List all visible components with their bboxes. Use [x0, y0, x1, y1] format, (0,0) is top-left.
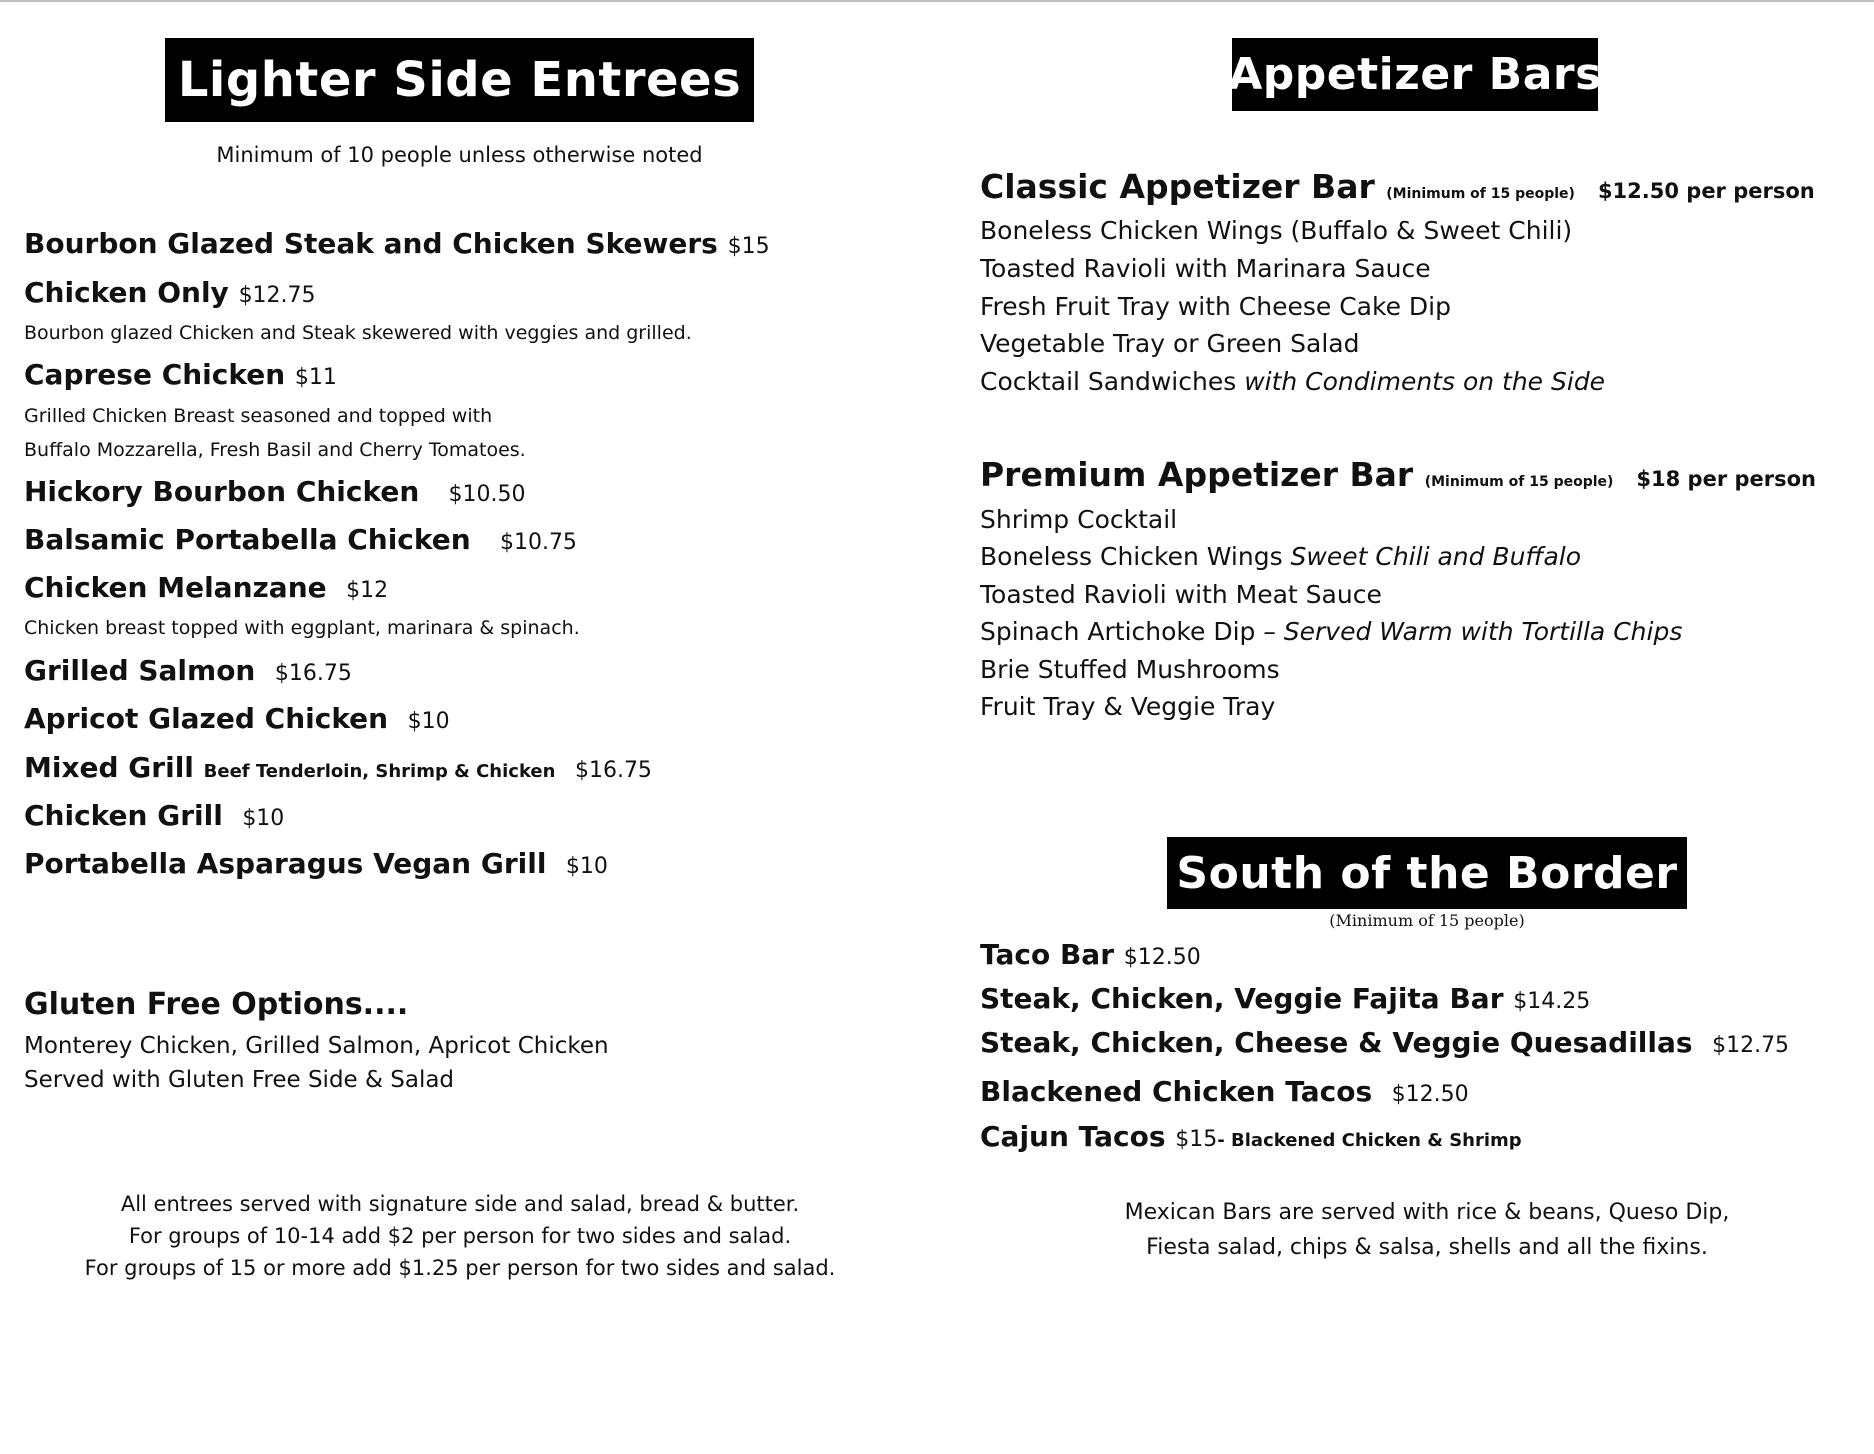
- appetizer-line: Brie Stuffed Mushrooms: [980, 655, 1280, 684]
- premium-appetizer-bar-heading: Premium Appetizer Bar (Minimum of 15 people) $18 per person: [980, 455, 1817, 494]
- menu-item: Caprese Chicken $11: [24, 358, 337, 391]
- appetizer-line: Toasted Ravioli with Marinara Sauce: [980, 254, 1431, 283]
- menu-item-description: Grilled Chicken Breast seasoned and topped with: [24, 405, 493, 427]
- gluten-free-heading: Gluten Free Options....: [24, 987, 409, 1022]
- gluten-free-line: Served with Gluten Free Side & Salad: [24, 1067, 455, 1093]
- menu-item: Blackened Chicken Tacos $12.50: [980, 1075, 1469, 1108]
- menu-item: Balsamic Portabella Chicken $10.75: [24, 523, 577, 556]
- menu-item: Chicken Only $12.75: [24, 276, 316, 309]
- lighter-footer-note: All entrees served with signature side and salad, bread & butter. For groups of 10-14 add $2 per person for two sides and salad. For groups of 15 or more add $1.25 per person for two sides and salad.: [84, 1192, 836, 1280]
- menu-item-description: Buffalo Mozzarella, Fresh Basil and Cherry Tomatoes.: [24, 439, 526, 461]
- lighter-subtitle: Minimum of 10 people unless otherwise noted: [216, 143, 703, 167]
- menu-item: Chicken Grill $10: [24, 799, 285, 832]
- menu-item: Steak, Chicken, Cheese & Veggie Quesadillas $12.75: [980, 1026, 1790, 1059]
- appetizer-line: Fresh Fruit Tray with Cheese Cake Dip: [980, 292, 1451, 321]
- menu-item: Apricot Glazed Chicken $10: [24, 702, 450, 735]
- gluten-free-line: Monterey Chicken, Grilled Salmon, Apricot Chicken: [24, 1033, 609, 1059]
- menu-item: Bourbon Glazed Steak and Chicken Skewers $15: [24, 227, 770, 260]
- menu-item-description: Chicken breast topped with eggplant, marinara & spinach.: [24, 617, 580, 639]
- menu-item: Cajun Tacos $15- Blackened Chicken & Shrimp: [980, 1120, 1522, 1153]
- menu-item: Hickory Bourbon Chicken $10.50: [24, 475, 526, 508]
- south-footer-note: Mexican Bars are served with rice & beans, Queso Dip, Fiesta salad, chips & salsa, shells and all the fixins.: [1124, 1200, 1730, 1260]
- lighter-side-title: Lighter Side Entrees: [165, 38, 754, 122]
- appetizer-line: Boneless Chicken Wings Sweet Chili and Buffalo: [980, 542, 1582, 571]
- menu-item: Chicken Melanzane $12: [24, 571, 389, 604]
- appetizer-line: Vegetable Tray or Green Salad: [980, 329, 1360, 358]
- menu-item: Portabella Asparagus Vegan Grill $10: [24, 847, 608, 880]
- appetizer-line: Spinach Artichoke Dip – Served Warm with Tortilla Chips: [980, 617, 1683, 646]
- menu-item: Grilled Salmon $16.75: [24, 654, 352, 687]
- appetizer-bars-title: Appetizer Bars: [1232, 38, 1598, 111]
- menu-item: Taco Bar $12.50: [980, 938, 1201, 971]
- appetizer-line: Cocktail Sandwiches with Condiments on the Side: [980, 367, 1606, 396]
- south-of-the-border-title: South of the Border: [1167, 837, 1687, 909]
- menu-item: Mixed Grill Beef Tenderloin, Shrimp & Chicken $16.75: [24, 751, 652, 784]
- appetizer-line: Toasted Ravioli with Meat Sauce: [980, 580, 1382, 609]
- classic-appetizer-bar-heading: Classic Appetizer Bar (Minimum of 15 people) $12.50 per person: [980, 167, 1815, 206]
- appetizer-line: Boneless Chicken Wings (Buffalo & Sweet Chili): [980, 216, 1573, 245]
- appetizer-line: Fruit Tray & Veggie Tray: [980, 692, 1276, 721]
- appetizer-line: Shrimp Cocktail: [980, 505, 1178, 534]
- south-minimum-note: (Minimum of 15 people): [1329, 911, 1525, 930]
- menu-item: Steak, Chicken, Veggie Fajita Bar $14.25: [980, 982, 1591, 1015]
- menu-item-description: Bourbon glazed Chicken and Steak skewered with veggies and grilled.: [24, 322, 692, 344]
